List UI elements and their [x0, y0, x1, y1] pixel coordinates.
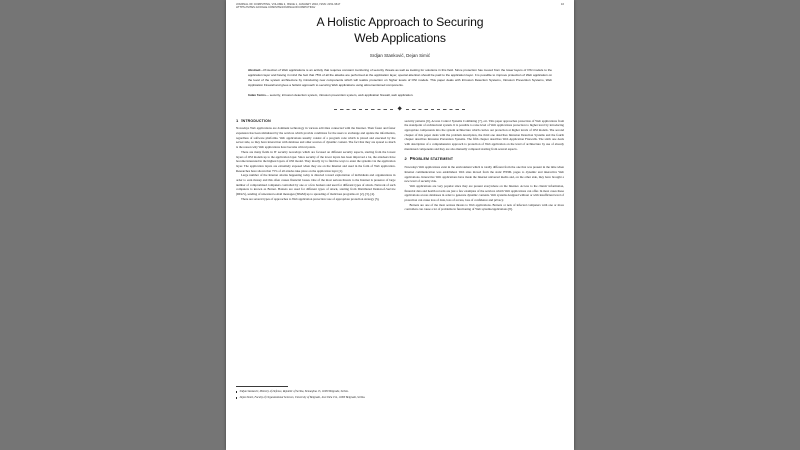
right-column	[405, 119, 565, 406]
paragraph: There are many fields in IT security nowadays which are focused on different security aspects, starting from the lowest layers of OSI models up to the application layer. Since security of the lower layers has been improved a lot, the attackers have become interested in the highest layers of OSI model. They mostly try to find the ways to enter the systems via the application layer. The application layers are extremely exposed when they are on the Internet and used in the form of Web application. Researches have shown that 75% of all attacks take place on the application layer [1].	[236, 149, 396, 173]
index-terms-label: Index Terms	[248, 92, 266, 97]
dashed-rule-left	[334, 109, 394, 110]
paragraph: Nowadays Web applications are dominant technology in various activities connected with the Internet. Their faster and faster expansion has been stimulated by the services which provide conditions for the users to exchange and update the information, regardless of software platforms. Web applications usually consist of a program code which is placed and executed by the server side, so they have interaction with database and other sources of dynamic content. The fact that they are spread so much is the reason why Web applications have become critical points.	[236, 126, 396, 150]
left-column	[236, 119, 396, 406]
authors: Srdjan Stanković, Dejan Simić	[369, 53, 431, 59]
section-title-first-letter: P	[409, 156, 413, 162]
diamond-icon	[398, 107, 403, 112]
section-heading-problem-statement	[405, 157, 565, 162]
journal-url-line: HTTPS://SITES.GOOGLE.COM/SITE/JOURNALOFCOMPUTING/	[236, 6, 316, 10]
running-header	[236, 3, 566, 11]
paragraph: Large number of the Internet attacks happening today is directed toward exploitation of individuals and organizations in order to earn money and this often causes financial losses. One of the most serious threats to the Internet is presence of large number of compromised computers controlled by one or a few hackers and used for different types of attack. Network of such computers is known as Botnet. Botnets are used for different types of attack, starting from Distributed Denial-of-Service (DDoS), sending of unwanted e-mail messages (SPAM) up to spreading of malicious programs etc [2], [3], [4].	[236, 173, 396, 197]
section-title-rest: NTRODUCTION	[242, 118, 271, 123]
paragraph: Web applications are very popular since they are present everywhere on the Internet. Access to the clients' information, financial data and health records are just a few examples of the services which Web applications can offer. In most cases these applications access databases in order to generate dynamic contents. Web systems designed without or with insufficient level of protection can cause loss of data, loss of access, loss of confidence and privacy.	[404, 183, 564, 203]
section-heading-introduction	[236, 119, 396, 124]
title-line-1: A Holistic Approach to Securing	[316, 15, 484, 29]
page-number: 16	[560, 2, 564, 6]
diamond-ornament-divider	[325, 106, 475, 113]
paragraph: Botnets are one of the most serious threats to Web applications. Botnets or nets of infected computers with one or more controllers can cause a lot of problems in functioning of Web systems/applications [8].	[404, 202, 564, 212]
paragraph: There are several types of approaches to Web application protection: use of appropriate protection strategy [5],	[241, 196, 380, 201]
journal-citation-line: JOURNAL OF COMPUTING, VOLUME 2, ISSUE 1, JANUARY 2010, ISSN: 2151-9617	[236, 2, 341, 6]
body-columns	[236, 119, 564, 406]
footnote-text: Srdjan Stanković, Ministry of Defense, Republic of Serbia, Nemanjina 15, 11000 Belgrade, Serbia.	[239, 389, 349, 393]
bullet-icon	[236, 391, 237, 392]
abstract-block	[248, 68, 552, 98]
section-number: 2	[404, 156, 407, 162]
abstract-paragraph	[248, 68, 552, 88]
footnote-text: Dejan Simić, Faculty of Organizational Sciences, University of Belgrade, Jove Ilića 154, 11000 Belgrade, Serbia.	[239, 395, 366, 399]
index-terms-paragraph	[248, 93, 552, 98]
bullet-icon	[236, 397, 237, 398]
abstract-dash: —	[260, 67, 264, 72]
abstract-label: Abstract	[248, 67, 261, 72]
footnote-block	[236, 386, 396, 401]
paragraph: security patterns [6], Access Control Systems Combining [7], etc. This paper approaches protection of Web applications from the standpoint of architectural system. It is possible to raise level of Web applications protection to higher level by introducing appropriate components into the system architecture which carries out protection at higher levels of OSI models. The second chapter of this paper deals with the problem description, the third one describes Intrusion Detection Systems and the fourth chapter describes Intrusion Prevention Systems. The fifth chapter describes Web Application Firewalls. The sixth one deals with description of a comprehensive approach to protection of Web application on the level of architecture by use of already mentioned components and they are also mutually compared starting from several aspects.	[404, 118, 564, 151]
section-title-rest: ROBLEM STATEMENT	[412, 157, 454, 162]
footnote-rule	[236, 386, 288, 387]
footnote-item	[236, 396, 396, 400]
paper-page	[226, 0, 574, 450]
running-header-lines	[236, 3, 340, 11]
index-terms-dash: —	[265, 92, 269, 97]
section-number: 1	[236, 117, 239, 123]
abstract-text: Protection of Web applications is an activity that requires constant monitoring of security threats as well as looking for solutions in this field. Since protection has moved from the lower layers of OSI models to the application layer and having in mind the fact that 75% of all the attacks are performed at the application layer, special attention should be paid to the application layer. It is possible to improve protection of Web application on the level of the system architecture by introducing new components which will realize protection on higher levels of OSI models. This paper deals with Intrusion Detection Systems, Intrusion Prevention Systems, Web Application Firewall and gives a holistic approach to securing Web applications using aforementioned components.	[248, 67, 552, 87]
footnote-item	[236, 390, 396, 394]
section-title-first-letter: I	[241, 117, 243, 123]
dashed-rule-right	[406, 109, 466, 110]
index-terms-text: security, intrusion detection system, intrusion prevention system, web application firewall, web application.	[269, 92, 414, 97]
paragraph: Nowadays Web applications exist in the environment which is totally different from the one that was present in the time when Internet communication was established. Web sites moved from the static HTML pages to dynamic and interactive Web applications. Interactive Web applications have made the Internet universal media and, on the other side, they have brought a new level of security risk.	[404, 165, 564, 184]
title-line-2: Web Applications	[354, 31, 446, 46]
